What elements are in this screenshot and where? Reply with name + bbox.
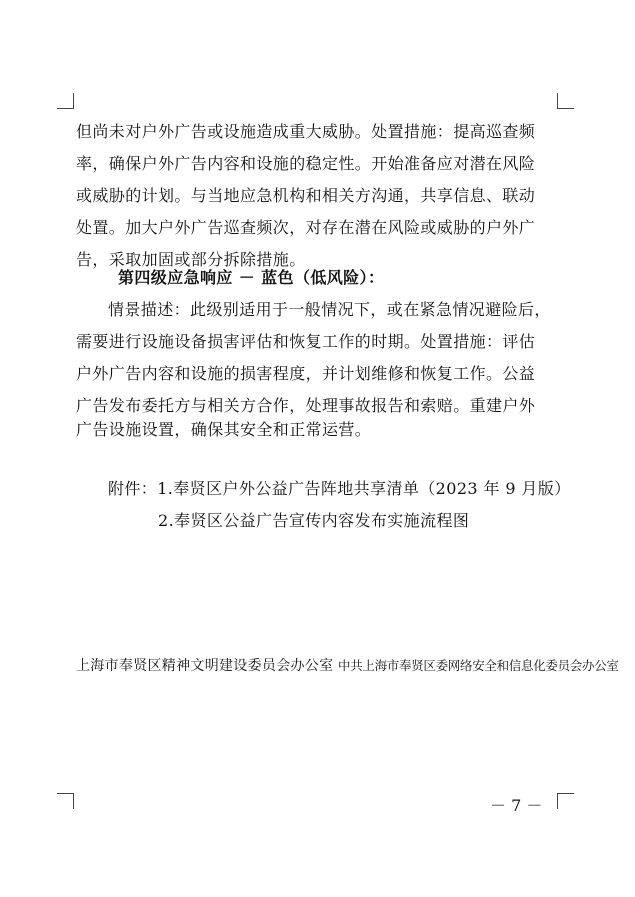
body-text-line: 需要进行设施设备损害评估和恢复工作的时期。处置措施：评估 (76, 332, 536, 351)
crop-mark-bottom-right (557, 793, 574, 794)
attachment-item-1: 附件：1.奉贤区户外公益广告阵地共享清单（2023 年 9 月版） (108, 479, 571, 498)
page-number: － 7 － (490, 796, 543, 815)
crop-mark-top-right (557, 108, 574, 109)
crop-mark-bottom-left (57, 793, 74, 794)
crop-mark-top-left (57, 108, 74, 109)
crop-mark-top-right (557, 93, 558, 109)
body-text-line: 但尚未对户外广告或设施造成重大威胁。处置措施：提高巡查频 (76, 122, 536, 141)
body-text-line: 告，采取加固或部分拆除措施。 (76, 250, 306, 269)
body-text-line: 或威胁的计划。与当地应急机构和相关方沟通，共享信息、联动 (76, 186, 536, 205)
issuing-org-right: 中共上海市奉贤区委网络安全和信息化委员会办公室 (338, 658, 619, 673)
body-text-line: 处置。加大户外广告巡查频次，对存在潜在风险或威胁的户外广 (76, 218, 536, 237)
body-text-line: 广告发布委托方与相关方合作，处理事故报告和索赔。重建户外 (76, 396, 536, 415)
body-text-line: 情景描述：此级别适用于一般情况下，或在紧急情况避险后， (108, 300, 551, 319)
crop-mark-top-left (73, 93, 74, 109)
body-text-line: 率，确保户外广告内容和设施的稳定性。开始准备应对潜在风险 (76, 154, 536, 173)
attachment-item-2: 2.奉贤区公益广告宣传内容发布实施流程图 (158, 511, 470, 530)
body-text-line: 户外广告内容和设施的损害程度，并计划维修和恢复工作。公益 (76, 364, 536, 383)
section-heading: 第四级应急响应 － 蓝色（低风险）： (118, 268, 385, 287)
issuing-org-left: 上海市奉贤区精神文明建设委员会办公室 (76, 658, 334, 674)
crop-mark-bottom-left (73, 793, 74, 809)
body-text-line: 广告设施设置，确保其安全和正常运营。 (76, 420, 372, 439)
crop-mark-bottom-right (557, 793, 558, 809)
